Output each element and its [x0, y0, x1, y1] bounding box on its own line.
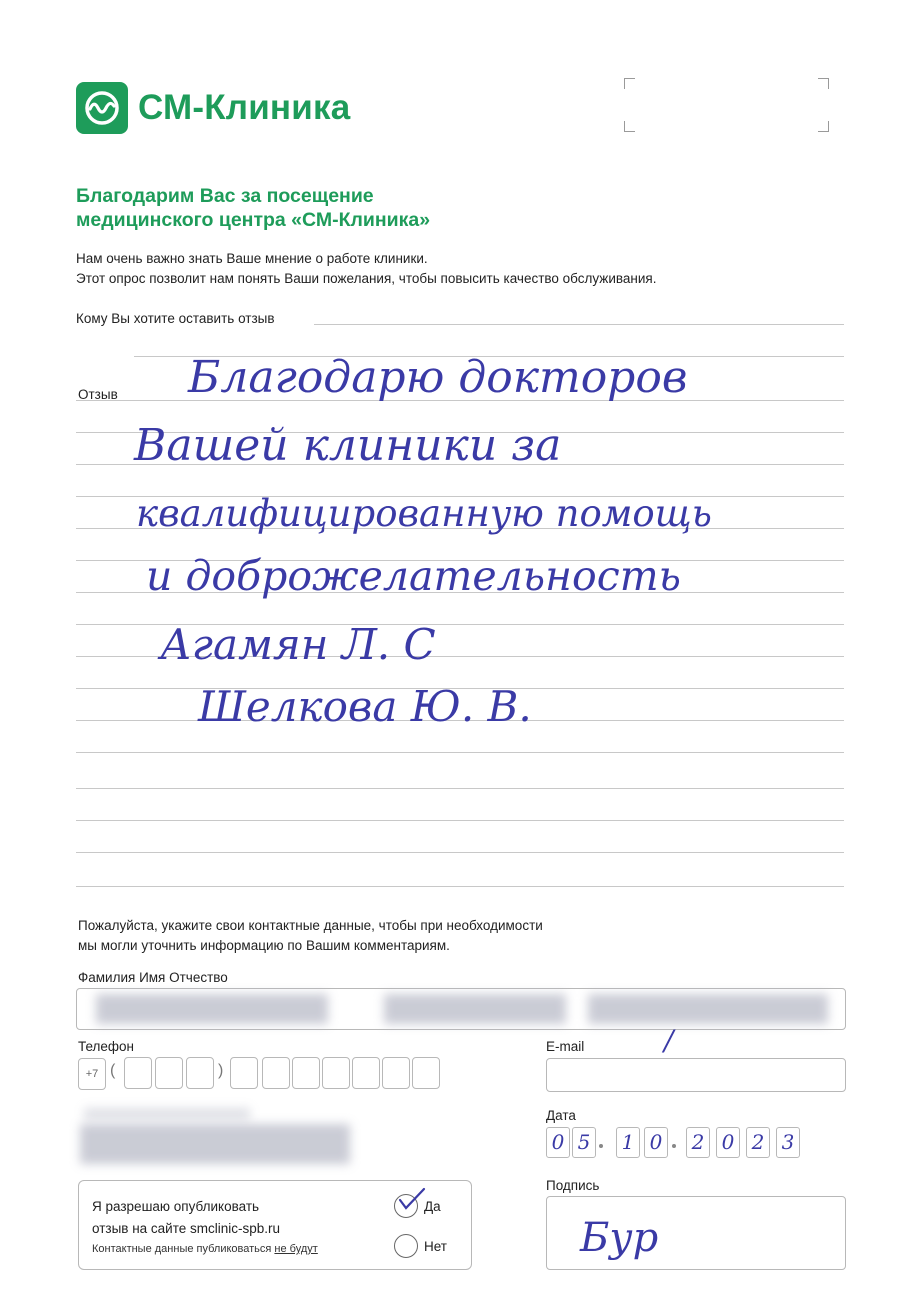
review-line-2: Вашей клиники за — [134, 420, 562, 471]
phone-label: Телефон — [78, 1039, 135, 1054]
page-title: Благодарим Вас за посещение медицинского центра «СМ-Клиника» — [76, 185, 431, 231]
date-digit[interactable]: 3 — [776, 1127, 800, 1158]
date-digit[interactable]: 5 — [572, 1127, 596, 1158]
phone-paren-close: ) — [218, 1062, 224, 1079]
yes-label: Да — [424, 1199, 441, 1214]
review-label: Отзыв — [78, 387, 118, 402]
review-line-6: Шелкова Ю. В. — [198, 682, 532, 731]
contacts-intro: Пожалуйста, укажите свои контактные данные, чтобы при необходимости мы могли уточнить информацию по Вашим комментариям. — [78, 918, 543, 953]
signature-label: Подпись — [546, 1178, 600, 1193]
publish-note: Контактные данные публиковаться не будут — [92, 1243, 318, 1255]
date-digit[interactable]: 1 — [616, 1127, 640, 1158]
phone-prefix: +7 — [78, 1058, 106, 1090]
date-digit[interactable]: 0 — [716, 1127, 740, 1158]
phone-digit[interactable] — [230, 1057, 258, 1089]
yes-radio[interactable] — [394, 1194, 418, 1218]
phone-digit[interactable] — [292, 1057, 320, 1089]
name-redacted-3 — [588, 994, 828, 1024]
email-field[interactable] — [546, 1058, 846, 1092]
redacted-value — [80, 1124, 350, 1164]
phone-digit[interactable] — [262, 1057, 290, 1089]
date-digit[interactable]: 0 — [644, 1127, 668, 1158]
review-line-5: Агамян Л. С — [160, 620, 436, 669]
check-mark-icon — [397, 1187, 427, 1213]
name-label: Фамилия Имя Отчество — [78, 970, 228, 985]
email-stroke: / — [664, 1024, 674, 1057]
review-line-1: Благодарю докторов — [188, 352, 688, 403]
date-label: Дата — [546, 1108, 576, 1123]
recipient-field[interactable] — [314, 324, 844, 325]
phone-digit[interactable] — [155, 1057, 183, 1089]
email-label: E-mail — [546, 1039, 585, 1054]
signature: Бур — [580, 1215, 659, 1261]
publish-consent-text: Я разрешаю опубликовать отзыв на сайте smclinic-spb.ru — [92, 1199, 281, 1236]
phone-digit[interactable] — [382, 1057, 410, 1089]
date-dot — [672, 1144, 676, 1148]
date-digit[interactable]: 0 — [546, 1127, 570, 1158]
name-redacted-1 — [96, 994, 328, 1024]
clinic-logo-icon — [76, 82, 128, 134]
date-digit[interactable]: 2 — [686, 1127, 710, 1158]
redacted-label — [84, 1108, 250, 1120]
no-radio[interactable] — [394, 1234, 418, 1258]
phone-digit[interactable] — [352, 1057, 380, 1089]
review-line-4: и доброжелательность — [146, 552, 681, 600]
date-dot — [599, 1144, 603, 1148]
recipient-label: Кому Вы хотите оставить отзыв — [76, 311, 275, 326]
date-digit[interactable]: 2 — [746, 1127, 770, 1158]
brand-name: СМ-Клиника — [138, 88, 351, 127]
phone-digit[interactable] — [124, 1057, 152, 1089]
stamp-area — [624, 78, 829, 132]
phone-digit[interactable] — [186, 1057, 214, 1089]
intro-text: Нам очень важно знать Ваше мнение о работе клиники. Этот опрос позволит нам понять Ваши пожелания, чтобы повысить качество обслуживания. — [76, 251, 657, 286]
review-line-3: квалифицированную помощь — [136, 492, 712, 535]
phone-digit[interactable] — [322, 1057, 350, 1089]
no-label: Нет — [424, 1239, 447, 1254]
name-redacted-2 — [384, 994, 566, 1024]
phone-digit[interactable] — [412, 1057, 440, 1089]
phone-paren-open: ( — [110, 1062, 116, 1079]
